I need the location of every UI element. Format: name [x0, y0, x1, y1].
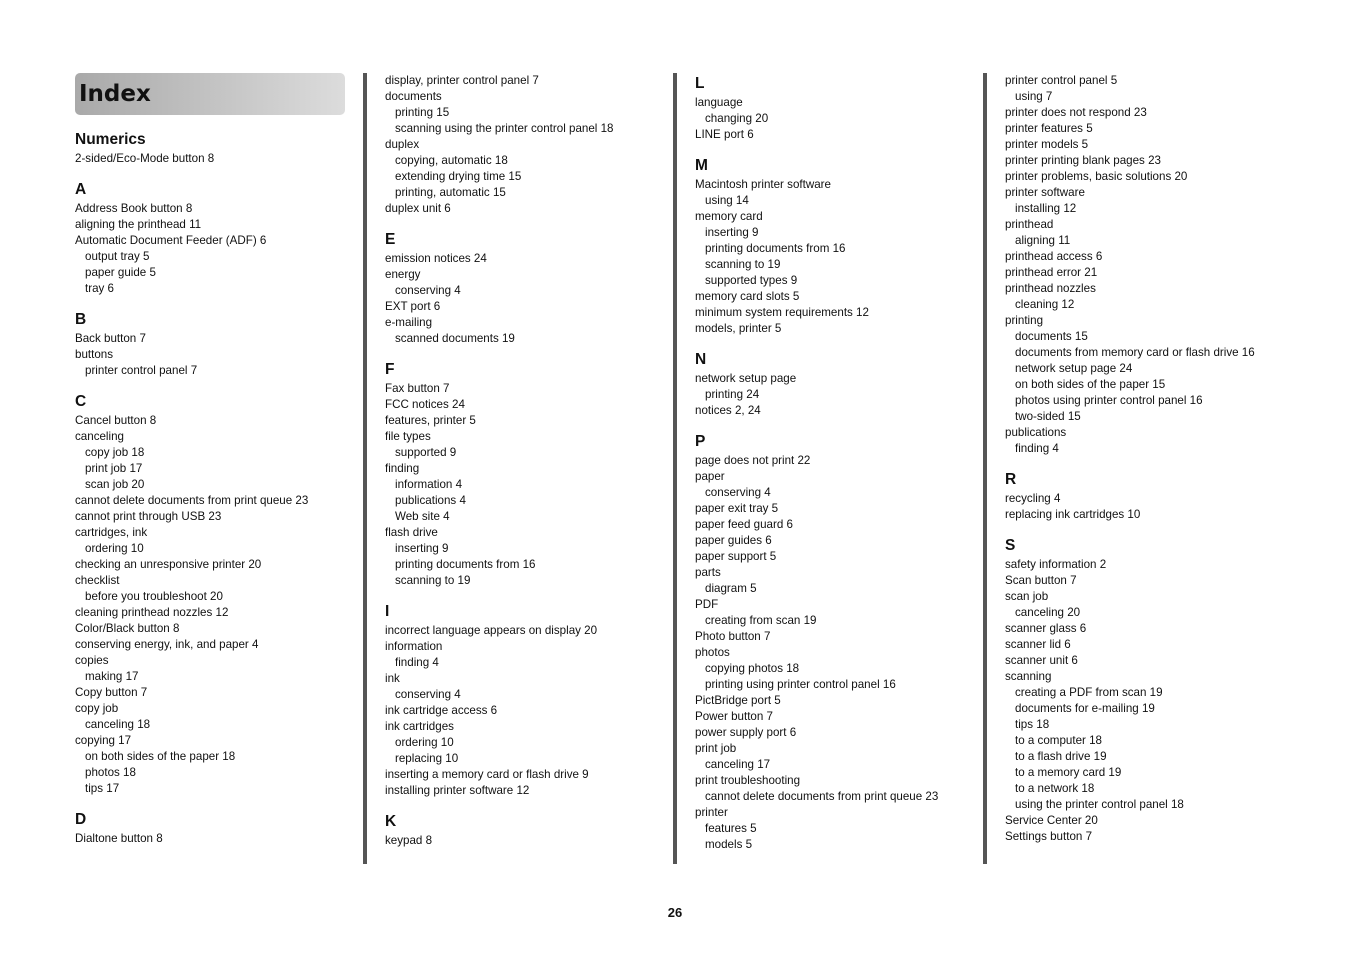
index-letter-heading: Numerics [75, 131, 146, 148]
index-entry: ink [385, 672, 400, 685]
index-title: Index [79, 81, 151, 107]
index-letter-heading: R [1005, 471, 1017, 488]
index-letter-heading: D [75, 811, 87, 828]
index-subentry: inserting 9 [705, 226, 759, 239]
index-entry: incorrect language appears on display 20 [385, 624, 598, 637]
index-subentry: installing 12 [1015, 202, 1077, 215]
index-subentry: tips 17 [85, 782, 120, 795]
index-entry: network setup page [695, 372, 797, 385]
column-entries [695, 75, 973, 853]
page-number: 26 [667, 905, 683, 920]
index-entry: ink cartridges [385, 720, 454, 733]
index-entry: printer [695, 806, 728, 819]
index-entry: checking an unresponsive printer 20 [75, 558, 262, 571]
index-subentry: conserving 4 [395, 284, 461, 297]
index-letter-heading: L [695, 75, 705, 92]
index-entry: cleaning printhead nozzles 12 [75, 606, 229, 619]
index-entry: Photo button 7 [695, 630, 771, 643]
index-column-4 [983, 73, 1303, 864]
index-subentry: using 14 [705, 194, 749, 207]
index-entry: copy job [75, 702, 119, 715]
index-subentry: supported types 9 [705, 274, 798, 287]
index-subentry: copy job 18 [85, 446, 145, 459]
index-letter-heading: P [695, 433, 706, 450]
index-entry: emission notices 24 [385, 252, 487, 265]
index-subentry: tray 6 [85, 282, 114, 295]
index-subentry: cannot delete documents from print queue 23 [705, 790, 939, 803]
index-entry: copying 17 [75, 734, 132, 747]
index-letter-heading: C [75, 393, 87, 410]
index-subentry: on both sides of the paper 15 [1015, 378, 1166, 391]
index-letter-heading: I [385, 603, 390, 620]
index-entry: language [695, 96, 743, 109]
index-entry: Back button 7 [75, 332, 146, 345]
index-subentry: to a computer 18 [1015, 734, 1103, 747]
index-entry: paper feed guard 6 [695, 518, 793, 531]
index-entry: models, printer 5 [695, 322, 782, 335]
index-entry: display, printer control panel 7 [385, 74, 539, 87]
index-subentry: canceling 18 [85, 718, 151, 731]
index-entry: print job [695, 742, 737, 755]
index-subentry: printing documents from 16 [705, 242, 846, 255]
index-entry: page does not print 22 [695, 454, 811, 467]
index-entry: printer features 5 [1005, 122, 1093, 135]
index-entry: installing printer software 12 [385, 784, 530, 797]
index-entry: scanning [1005, 670, 1052, 683]
index-subentry: changing 20 [705, 112, 769, 125]
index-subentry: cleaning 12 [1015, 298, 1075, 311]
index-entry: paper [695, 470, 725, 483]
index-subentry: supported 9 [395, 446, 457, 459]
index-entry: Copy button 7 [75, 686, 148, 699]
index-subentry: publications 4 [395, 494, 466, 507]
index-subentry: to a flash drive 19 [1015, 750, 1107, 763]
index-entry: finding [385, 462, 420, 475]
index-entry: scanner glass 6 [1005, 622, 1087, 635]
index-entry: features, printer 5 [385, 414, 476, 427]
index-entry: Settings button 7 [1005, 830, 1093, 843]
index-column-2 [363, 73, 663, 864]
index-title-banner [75, 73, 345, 115]
index-subentry: photos using printer control panel 16 [1015, 394, 1203, 407]
index-entry: canceling [75, 430, 124, 443]
index-subentry: using the printer control panel 18 [1015, 798, 1184, 811]
index-subentry: to a network 18 [1015, 782, 1095, 795]
index-subentry: printing 15 [395, 106, 450, 119]
index-entry: printer problems, basic solutions 20 [1005, 170, 1188, 183]
index-entry: Cancel button 8 [75, 414, 157, 427]
index-entry: duplex [385, 138, 420, 151]
index-letter-heading: S [1005, 537, 1016, 554]
index-subentry: printing, automatic 15 [395, 186, 506, 199]
index-entry: Scan button 7 [1005, 574, 1077, 587]
index-column-1 [75, 73, 357, 864]
index-subentry: photos 18 [85, 766, 136, 779]
index-entry: minimum system requirements 12 [695, 306, 869, 319]
index-entry: printhead access 6 [1005, 250, 1103, 263]
index-entry: aligning the printhead 11 [75, 218, 202, 231]
index-subentry: finding 4 [1015, 442, 1059, 455]
index-subentry: creating a PDF from scan 19 [1015, 686, 1163, 699]
index-subentry: information 4 [395, 478, 463, 491]
index-subentry: print job 17 [85, 462, 143, 475]
index-entry: Color/Black button 8 [75, 622, 180, 635]
index-entry: printer control panel 5 [1005, 74, 1118, 87]
index-subentry: on both sides of the paper 18 [85, 750, 236, 763]
index-entry: printhead nozzles [1005, 282, 1096, 295]
index-entry: Dialtone button 8 [75, 832, 163, 845]
index-subentry: finding 4 [395, 656, 439, 669]
index-entry: inserting a memory card or flash drive 9 [385, 768, 589, 781]
index-subentry: Web site 4 [395, 510, 450, 523]
index-entry: duplex unit 6 [385, 202, 451, 215]
index-subentry: ordering 10 [85, 542, 144, 555]
index-entry: scanner lid 6 [1005, 638, 1071, 651]
index-letter-heading: F [385, 361, 395, 378]
index-column-3 [673, 73, 973, 864]
index-entry: information [385, 640, 443, 653]
index-letter-heading: A [75, 181, 87, 198]
index-entry: memory card slots 5 [695, 290, 800, 303]
index-entry: documents [385, 90, 442, 103]
index-entry: photos [695, 646, 730, 659]
index-entry: printer models 5 [1005, 138, 1089, 151]
index-subentry: features 5 [705, 822, 757, 835]
index-entry: cannot delete documents from print queue 23 [75, 494, 309, 507]
index-subentry: paper guide 5 [85, 266, 156, 279]
index-entry: notices 2, 24 [695, 404, 761, 417]
index-entry: EXT port 6 [385, 300, 441, 313]
index-letter-heading: E [385, 231, 396, 248]
index-subentry: printing 24 [705, 388, 760, 401]
index-entry: paper exit tray 5 [695, 502, 779, 515]
index-entry: replacing ink cartridges 10 [1005, 508, 1141, 521]
index-entry: memory card [695, 210, 763, 223]
index-letter-heading: M [695, 157, 708, 174]
index-entry: conserving energy, ink, and paper 4 [75, 638, 259, 651]
index-entry: safety information 2 [1005, 558, 1107, 571]
index-entry: printhead [1005, 218, 1054, 231]
index-subentry: output tray 5 [85, 250, 150, 263]
index-entry: energy [385, 268, 421, 281]
index-subentry: before you troubleshoot 20 [85, 590, 223, 603]
index-subentry: creating from scan 19 [705, 614, 817, 627]
index-entry: buttons [75, 348, 114, 361]
index-subentry: two-sided 15 [1015, 410, 1081, 423]
index-entry: checklist [75, 574, 120, 587]
index-subentry: scanned documents 19 [395, 332, 515, 345]
index-subentry: to a memory card 19 [1015, 766, 1122, 779]
index-subentry: ordering 10 [395, 736, 454, 749]
index-entry: print troubleshooting [695, 774, 801, 787]
index-entry: PDF [695, 598, 719, 611]
index-subentry: network setup page 24 [1015, 362, 1133, 375]
index-entry: cartridges, ink [75, 526, 148, 539]
index-entry: Service Center 20 [1005, 814, 1098, 827]
index-subentry: documents for e-mailing 19 [1015, 702, 1155, 715]
index-subentry: diagram 5 [705, 582, 757, 595]
index-entry: file types [385, 430, 431, 443]
index-subentry: scanning to 19 [705, 258, 781, 271]
index-subentry: copying photos 18 [705, 662, 800, 675]
index-subentry: conserving 4 [705, 486, 771, 499]
index-subentry: conserving 4 [395, 688, 461, 701]
index-subentry: copying, automatic 18 [395, 154, 508, 167]
index-subentry: making 17 [85, 670, 139, 683]
index-subentry: printing documents from 16 [395, 558, 536, 571]
index-entry: Macintosh printer software [695, 178, 831, 191]
index-subentry: printing using printer control panel 16 [705, 678, 896, 691]
index-subentry: canceling 20 [1015, 606, 1081, 619]
index-entry: cannot print through USB 23 [75, 510, 222, 523]
index-entry: printer software [1005, 186, 1085, 199]
index-entry: flash drive [385, 526, 438, 539]
index-entry: power supply port 6 [695, 726, 797, 739]
index-entry: FCC notices 24 [385, 398, 465, 411]
index-subentry: aligning 11 [1015, 234, 1071, 247]
index-entry: Power button 7 [695, 710, 773, 723]
index-letter-heading: K [385, 813, 397, 830]
index-letter-heading: B [75, 311, 87, 328]
index-entry: LINE port 6 [695, 128, 754, 141]
index-letter-heading: N [695, 351, 707, 368]
index-subentry: canceling 17 [705, 758, 771, 771]
index-entry: printing [1005, 314, 1044, 327]
index-subentry: extending drying time 15 [395, 170, 522, 183]
index-entry: parts [695, 566, 721, 579]
index-entry: recycling 4 [1005, 492, 1061, 505]
index-entry: printer printing blank pages 23 [1005, 154, 1161, 167]
index-subentry: documents 15 [1015, 330, 1088, 343]
index-subentry: scan job 20 [85, 478, 145, 491]
index-subentry: tips 18 [1015, 718, 1050, 731]
index-subentry: scanning to 19 [395, 574, 471, 587]
index-entry: paper support 5 [695, 550, 777, 563]
index-entry: Automatic Document Feeder (ADF) 6 [75, 234, 267, 247]
index-entry: Fax button 7 [385, 382, 450, 395]
index-entry: 2-sided/Eco-Mode button 8 [75, 152, 215, 165]
index-entry: scan job [1005, 590, 1049, 603]
column-entries [385, 73, 663, 849]
index-entry: printhead error 21 [1005, 266, 1098, 279]
index-subentry: replacing 10 [395, 752, 459, 765]
index-entry: copies [75, 654, 109, 667]
index-entry: e-mailing [385, 316, 433, 329]
index-entry: Address Book button 8 [75, 202, 193, 215]
column-entries [1005, 73, 1303, 845]
index-entry: keypad 8 [385, 834, 433, 847]
index-entry: PictBridge port 5 [695, 694, 781, 707]
index-subentry: using 7 [1015, 90, 1053, 103]
index-subentry: scanning using the printer control panel 18 [395, 122, 614, 135]
index-entry: printer does not respond 23 [1005, 106, 1147, 119]
index-subentry: inserting 9 [395, 542, 449, 555]
index-entry: paper guides 6 [695, 534, 772, 547]
index-subentry: documents from memory card or flash drive 16 [1015, 346, 1255, 359]
index-entry: ink cartridge access 6 [385, 704, 498, 717]
index-entry: scanner unit 6 [1005, 654, 1078, 667]
index-subentry: printer control panel 7 [85, 364, 198, 377]
index-entry: publications [1005, 426, 1067, 439]
column-entries [75, 131, 357, 847]
index-subentry: models 5 [705, 838, 753, 851]
